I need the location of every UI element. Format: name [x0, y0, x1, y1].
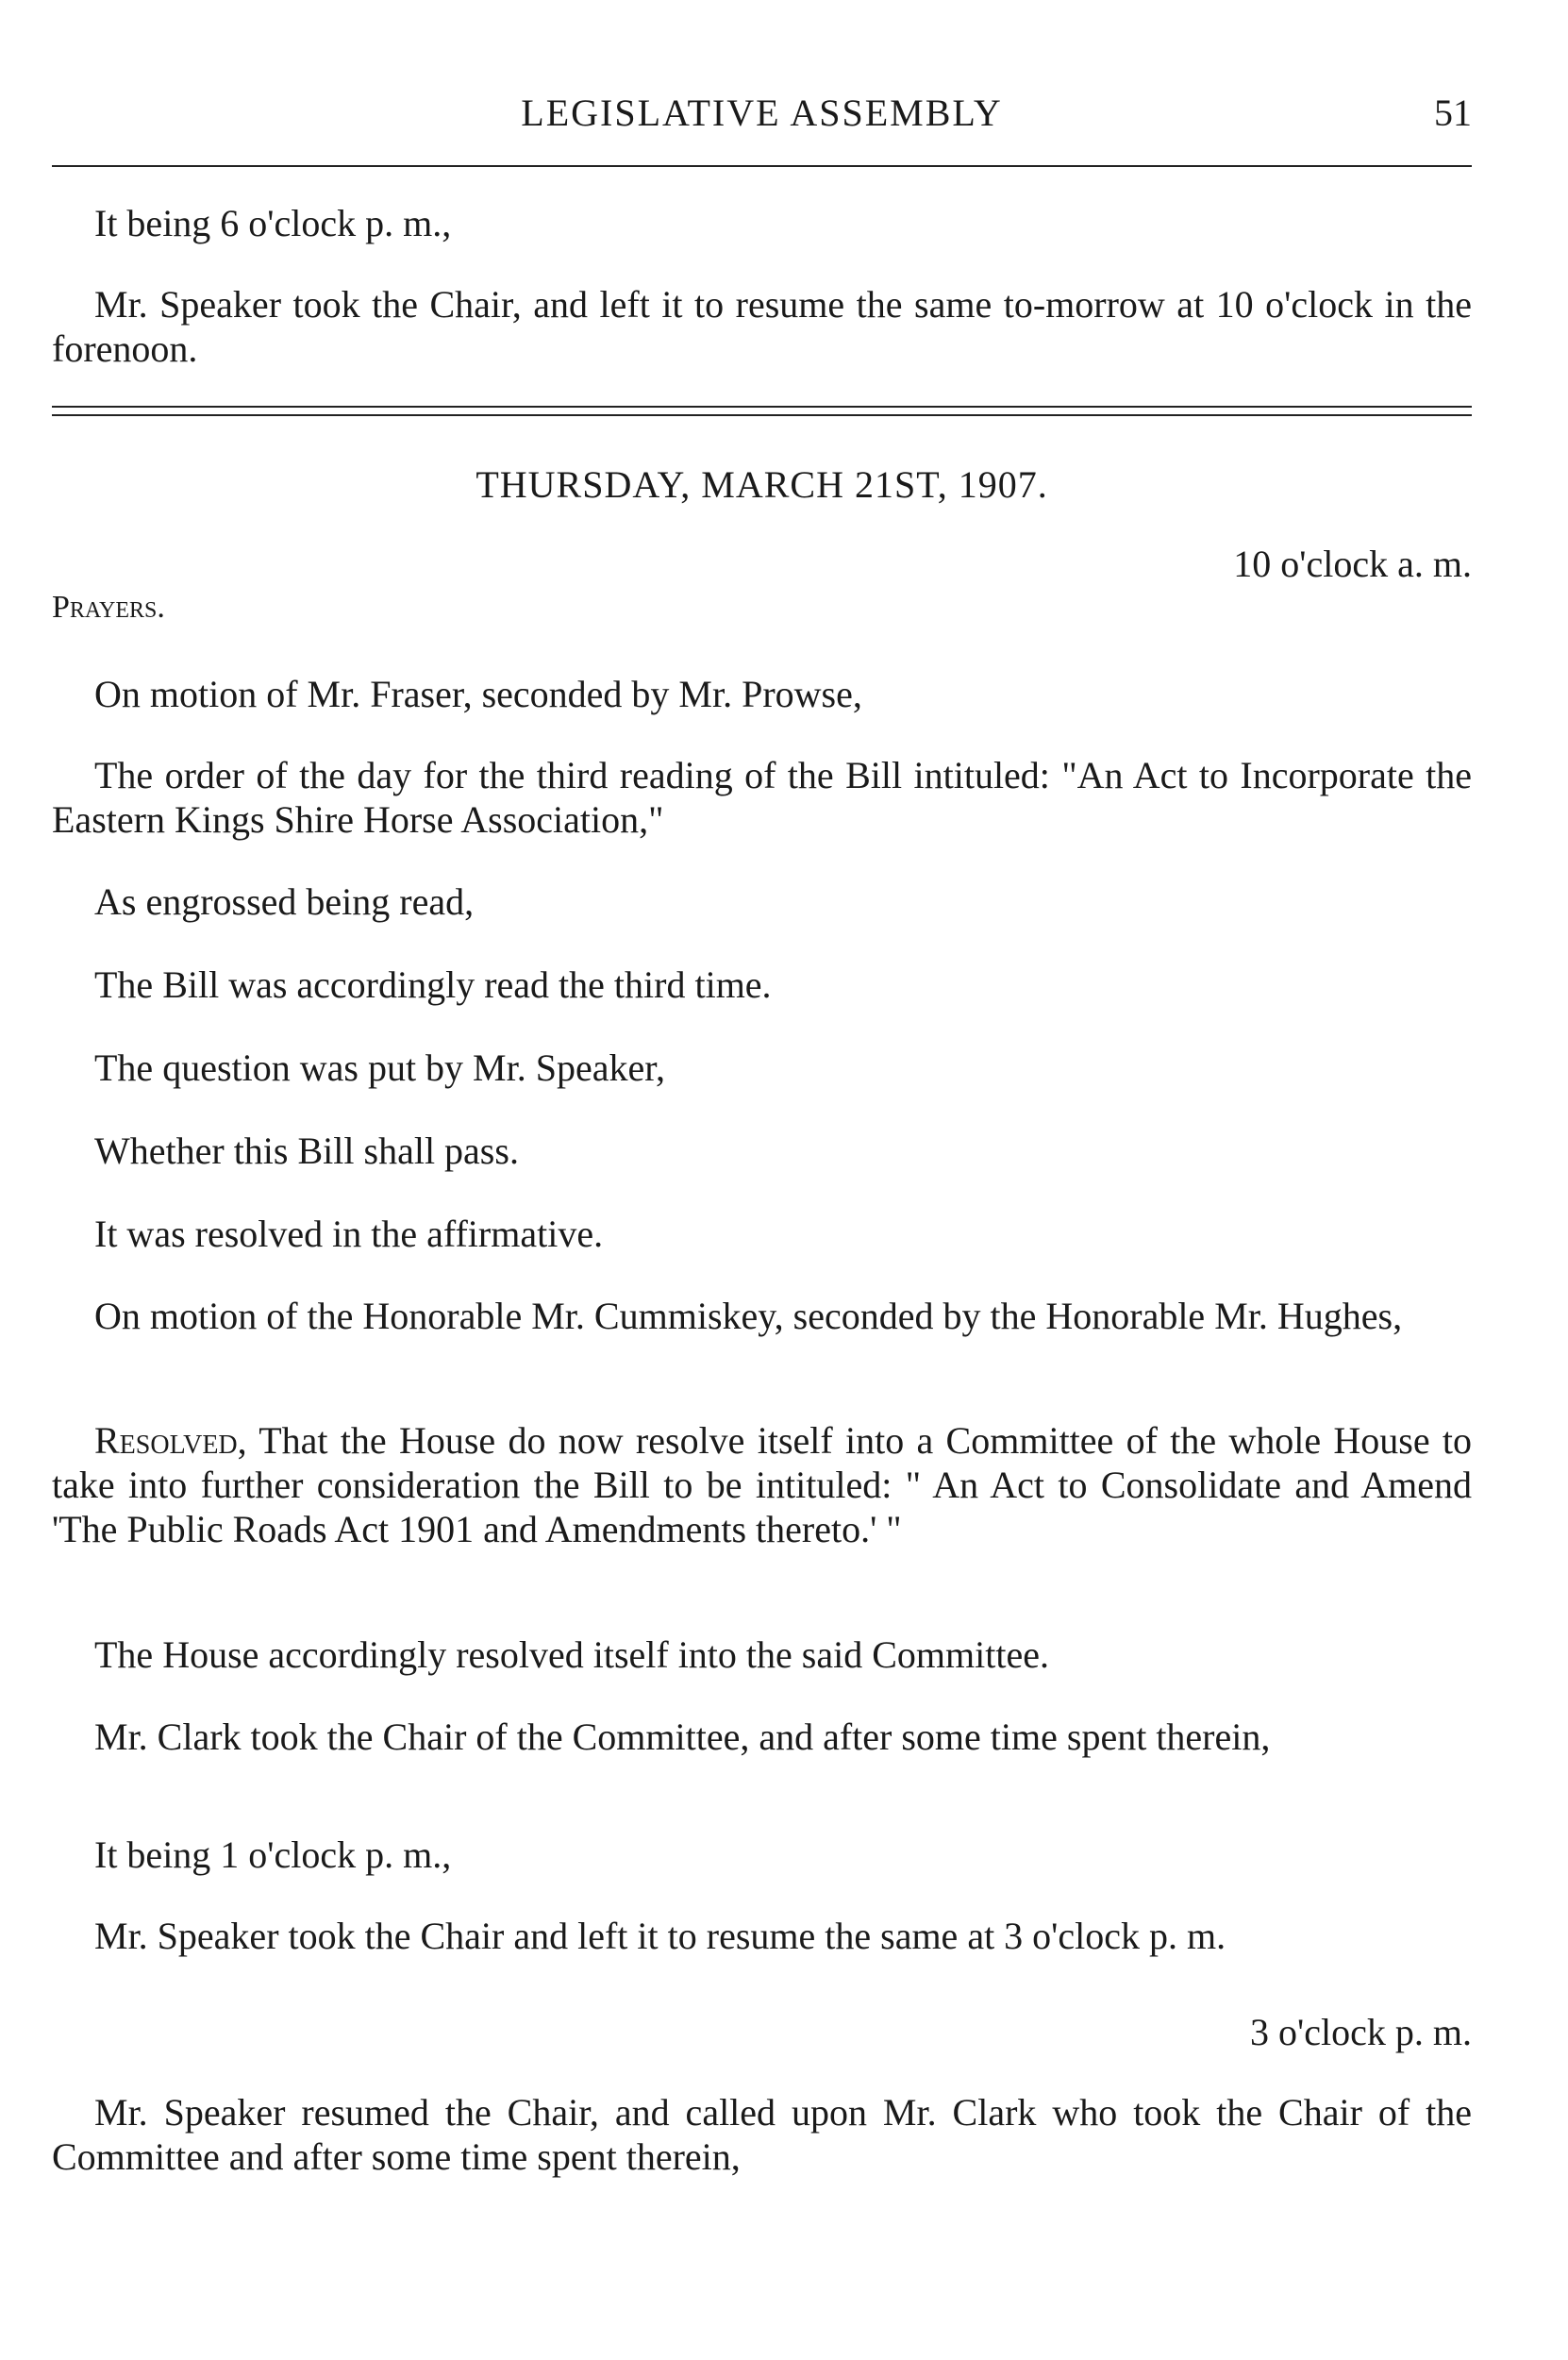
prayers-label: Prayers. [52, 590, 165, 625]
resolved-label: Resolved, [94, 1419, 247, 1462]
running-header [52, 91, 1472, 147]
paragraph: As engrossed being read, [94, 880, 475, 923]
header-title: LEGISLATIVE ASSEMBLY [521, 92, 1003, 134]
paragraph: Whether this Bill shall pass. [94, 1130, 519, 1172]
paragraph: It was resolved in the affirmative. [94, 1213, 604, 1255]
paragraph: Mr. Speaker took the Chair and left it to resume the same at 3 o'clock p. m. [94, 1915, 1226, 1957]
resolution-paragraph [52, 1418, 1472, 1551]
header-rule [52, 165, 1472, 167]
paragraph: On motion of the Honorable Mr. Cummiskey, seconded by the Honorable Mr. Hughes, [94, 1295, 1403, 1337]
paragraph: The Bill was accordingly read the third time. [94, 963, 772, 1006]
paragraph: Mr. Clark took the Chair of the Committee, and after some time spent therein, [94, 1716, 1271, 1758]
section-double-rule-top [52, 406, 1472, 408]
resolution-text: That the House do now resolve itself into a Committee of the whole House to take into further consideration the Bill to be intituled: " An Act to Consolidate and Amend 'The Public Roads Act 1901 and Amendments thereto.' " [52, 1419, 1473, 1550]
paragraph: The order of the day for the third reading of the Bill intituled: "An Act to Incorporate the Eastern Kings Shire Horse Association," [52, 754, 1472, 841]
paragraph: The question was put by Mr. Speaker, [94, 1046, 665, 1089]
paragraph: Mr. Speaker resumed the Chair, and called upon Mr. Clark who took the Chair of the Committee and after some time spent therein, [52, 2091, 1472, 2178]
sitting-date: THURSDAY, MARCH 21ST, 1907. [475, 463, 1048, 506]
paragraph: On motion of Mr. Fraser, seconded by Mr. Prowse, [94, 673, 862, 715]
sitting-time: 3 o'clock p. m. [1250, 2011, 1472, 2053]
paragraph: It being 1 o'clock p. m., [94, 1833, 452, 1876]
paragraph: It being 6 o'clock p. m., [94, 202, 452, 244]
paragraph: The House accordingly resolved itself into the said Committee. [94, 1633, 1049, 1676]
sitting-time: 10 o'clock a. m. [1233, 543, 1472, 585]
page-number: 51 [1434, 92, 1472, 134]
section-double-rule-bottom [52, 414, 1472, 416]
paragraph: Mr. Speaker took the Chair, and left it to resume the same to-morrow at 10 o'clock in the forenoon. [52, 283, 1472, 370]
